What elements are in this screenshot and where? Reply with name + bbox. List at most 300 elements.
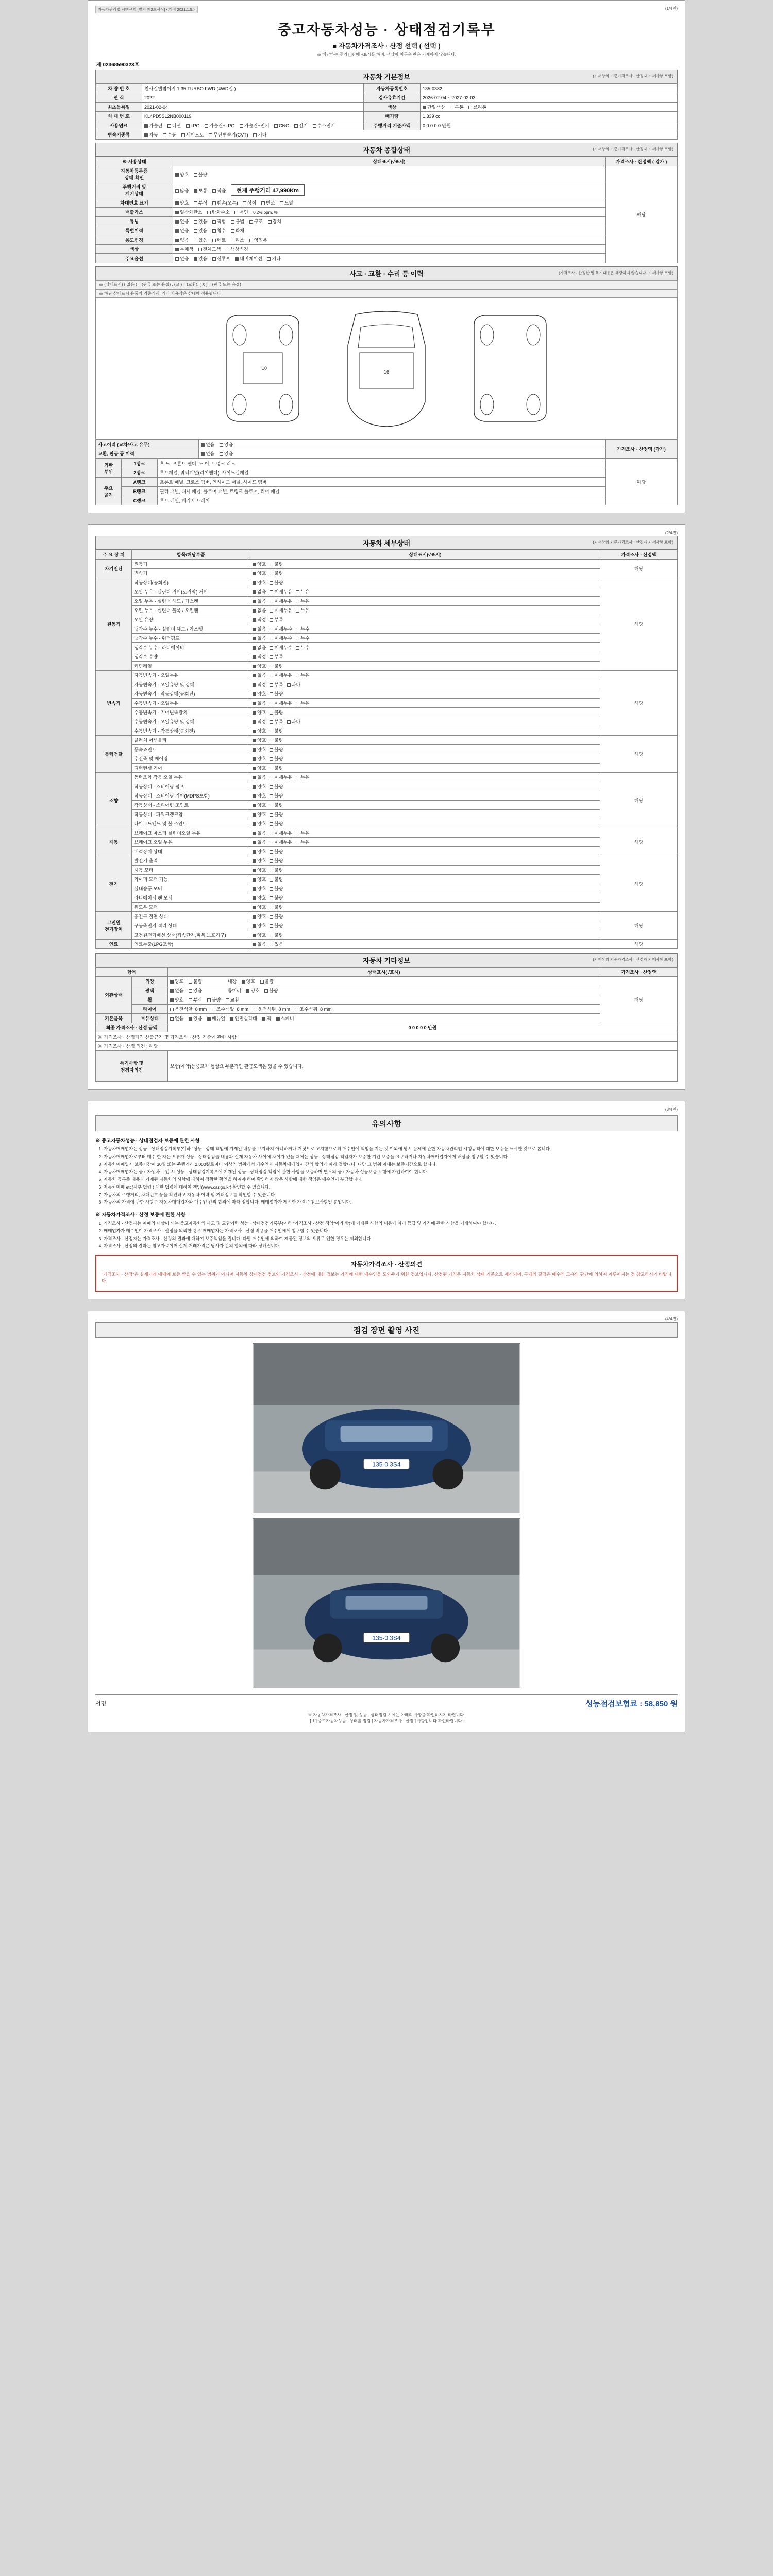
fuel-option-6[interactable]: 전기	[294, 122, 308, 129]
detail-opt-3-1-1[interactable]: 불량	[270, 746, 283, 753]
detail-item-state	[250, 717, 600, 726]
colorstate-opt-0[interactable]: 무채색	[175, 246, 193, 252]
detail-opt-2-3-1[interactable]: 미세누유	[270, 700, 292, 706]
value-first-reg: 2021-02-04	[142, 103, 364, 112]
detail-opt-2-1-0[interactable]: 적정	[253, 681, 266, 688]
detail-item-label: 구동축전지 격리 상태	[132, 921, 250, 930]
notice-item: 8. 자동차의 가격에 관한 사항은 자동차매매업자와 매수인 간의 합의에 따라 정합니다. 매매업자가 제시한 가격은 참고사항일 뿐입니다.	[104, 1199, 678, 1206]
section-detail-hint: (기재상의 기준가격조사 · 산정자 기재사항 포함)	[593, 540, 673, 545]
notice-title: 유의사항	[95, 1115, 678, 1131]
detail-group-price: 해당	[600, 560, 678, 578]
options-opt-0[interactable]: 없음	[175, 255, 189, 262]
detail-opt-4-0-0[interactable]: 없음	[253, 774, 266, 781]
etc-value-basic	[168, 1014, 600, 1023]
table-row	[96, 708, 678, 717]
table-row	[96, 773, 678, 782]
colorstate-opt-1[interactable]: 전체도색	[198, 246, 221, 252]
tuning-sub-1[interactable]: 불법	[231, 218, 244, 225]
detail-opt-7-1-1[interactable]: 불량	[270, 922, 283, 929]
detail-opt-7-0-1[interactable]: 불량	[270, 913, 283, 920]
detail-item-state	[250, 597, 600, 606]
label-reg-no: 자동차등록번호	[364, 84, 421, 93]
mileage-opt-2[interactable]: 적음	[212, 187, 226, 194]
fuel-option-0[interactable]: 가솔린	[144, 122, 162, 129]
detail-item-label: 원동기	[132, 560, 250, 569]
row-label-regcert: 자동차등록증 상태 확인	[96, 166, 173, 182]
rank-items-2: 프론트 패널, 크로스 멤버, 인사이드 패널, 사이드 멤버	[158, 478, 606, 487]
detail-opt-1-2-2[interactable]: 누유	[296, 598, 309, 604]
detail-opt-4-3-1[interactable]: 불량	[270, 802, 283, 808]
section-accident-header	[95, 266, 678, 280]
car-diagram-images	[99, 301, 674, 436]
options-sub-1[interactable]: 내비게이션	[235, 255, 262, 262]
etc-basic-opt-1[interactable]: 있음	[189, 1015, 202, 1022]
row-label-mileage: 주행거리 및 계기상태	[96, 182, 173, 198]
etc-ext-opt-1[interactable]: 불량	[189, 978, 202, 985]
rank-cat-exterior: 외판 부위	[96, 459, 122, 478]
section-detail-title: 자동차 세부상태	[363, 539, 410, 547]
detail-opt-0-1-1[interactable]: 불량	[270, 570, 283, 577]
etc-total-value: 0 0 0 0 0 만원	[168, 1023, 678, 1032]
detail-opt-2-2-1[interactable]: 불량	[270, 690, 283, 697]
detail-item-state	[250, 615, 600, 624]
notice-item: 2. 매매업자가 매수인이 가격조사 · 산정을 의뢰한 경우 매매업자는 가격조사 · 산정 비용을 매수인에게 청구할 수 있습니다.	[104, 1228, 678, 1234]
detail-item-state	[250, 643, 600, 652]
table-row	[96, 643, 678, 652]
detail-opt-7-2-1[interactable]: 불량	[270, 931, 283, 938]
detail-opt-3-2-1[interactable]: 불량	[270, 755, 283, 762]
row-label-usechange: 용도변경	[96, 235, 173, 245]
color-option-1[interactable]: 투톤	[450, 104, 463, 110]
detail-opt-2-1-1[interactable]: 부족	[270, 681, 283, 688]
accident-price-value: 해당	[606, 459, 678, 505]
row-value-tuning	[173, 217, 606, 226]
page-header-note	[95, 6, 678, 13]
detail-opt-3-3-0[interactable]: 양호	[253, 765, 266, 771]
detail-opt-4-1-0[interactable]: 양호	[253, 783, 266, 790]
special-opt-0[interactable]: 없음	[175, 227, 189, 234]
detail-opt-1-5-2[interactable]: 누수	[296, 625, 309, 632]
table-row	[96, 893, 678, 903]
options-opt-1[interactable]: 있음	[194, 255, 207, 262]
notice-list-2	[104, 1220, 678, 1249]
table-row	[96, 754, 678, 764]
etc-tire-rl[interactable]: 운전석뒤 8 mm	[254, 1006, 290, 1012]
fuel-option-7[interactable]: 수소전기	[313, 122, 335, 129]
regcert-opt-1[interactable]: 불량	[194, 171, 207, 178]
detail-opt-6-0-1[interactable]: 불량	[270, 857, 283, 864]
etc-total-label: 최종 가격조사 · 산정 금액	[96, 1023, 168, 1032]
special-sub-1[interactable]: 화재	[231, 227, 244, 234]
detail-opt-3-0-1[interactable]: 불량	[270, 737, 283, 743]
table-row	[96, 912, 678, 921]
detail-opt-4-2-0[interactable]: 양호	[253, 792, 266, 799]
detail-opt-1-6-2[interactable]: 누수	[296, 635, 309, 641]
etc-value-tire	[168, 1005, 600, 1014]
table-row	[96, 810, 678, 819]
detail-item-label: 실내송풍 모터	[132, 884, 250, 893]
detail-opt-0-0-1[interactable]: 불량	[270, 561, 283, 567]
detail-item-label: 자동변속기 - 오일누유	[132, 671, 250, 680]
detail-opt-1-2-1[interactable]: 미세누유	[270, 598, 292, 604]
detail-opt-5-1-1[interactable]: 미세누유	[270, 839, 292, 845]
detail-item-label: 수동변속기 - 기어변속장치	[132, 708, 250, 717]
detail-opt-7-0-0[interactable]: 양호	[253, 913, 266, 920]
value-mileage-std: 0 0 0 0 0 만원	[421, 121, 678, 130]
tuning-opt-0[interactable]: 없음	[175, 218, 189, 225]
detail-opt-6-2-1[interactable]: 불량	[270, 876, 283, 883]
page-4-number: (4/4면)	[665, 1316, 678, 1321]
accident-1-opt-1[interactable]: 있음	[220, 450, 233, 457]
tuning-sub-2[interactable]: 구조	[249, 218, 263, 225]
detail-item-label: 동력조향 작동 오일 누유	[132, 773, 250, 782]
etc-wheel-opt-3[interactable]: 교환	[226, 996, 239, 1003]
detail-opt-2-5-2[interactable]: 과다	[287, 718, 300, 725]
detail-item-state	[250, 838, 600, 847]
detail-opt-4-3-0[interactable]: 양호	[253, 802, 266, 808]
detail-opt-6-5-0[interactable]: 양호	[253, 904, 266, 910]
detail-col-2: 상태표시(√표시)	[250, 550, 600, 560]
detail-item-label: 자동변속기 - 작동상태(공회전)	[132, 689, 250, 699]
detail-opt-3-2-0[interactable]: 양호	[253, 755, 266, 762]
detail-item-label: 고전원전기배선 상태(접속단자,피복,보호기구)	[132, 930, 250, 940]
detail-item-state	[250, 708, 600, 717]
detail-opt-1-5-1[interactable]: 미세누수	[270, 625, 292, 632]
row-value-special	[173, 226, 606, 235]
detail-opt-1-6-0[interactable]: 없음	[253, 635, 266, 641]
table-row	[96, 940, 678, 949]
detail-opt-1-3-2[interactable]: 누유	[296, 607, 309, 614]
table-row	[96, 597, 678, 606]
detail-opt-6-2-0[interactable]: 양호	[253, 876, 266, 883]
etc-wheel-opt-0[interactable]: 양호	[170, 996, 183, 1003]
document-number: 제 02368590323호	[96, 62, 140, 68]
notice-item: 5. 자동차 등록증 내용과 기재된 자동차의 사항에 대하여 정확한 확인을 하여야 하며 확인하지 않은 사항에 대한 책임은 매수인이 부담합니다.	[104, 1176, 678, 1183]
detail-opt-1-7-1[interactable]: 미세누수	[270, 644, 292, 651]
table-row	[96, 587, 678, 597]
notice-section-2-title: ※ 자동차가격조사 · 산정 보증에 관한 사항	[95, 1212, 186, 1218]
photo-front-plate: 135-0 3S4	[372, 1461, 401, 1468]
notice-item: 6. 자동차매매 etc(세부 법령 ) 대한 법령에 대하여 책임(www.car.go.kr) 확인할 수 있습니다.	[104, 1184, 678, 1191]
photos-title: 점검 장면 촬영 사진	[95, 1322, 678, 1338]
detail-opt-5-0-1[interactable]: 미세누유	[270, 829, 292, 836]
detail-item-label: 충전구 절연 상태	[132, 912, 250, 921]
label-disp: 배기량	[364, 112, 421, 121]
etc-int-opt-1[interactable]: 불량	[260, 978, 274, 985]
section-basic-title: 자동차 기본정보	[363, 73, 410, 81]
detail-opt-2-6-1[interactable]: 불량	[270, 727, 283, 734]
color-option-0[interactable]: 단일색상	[423, 104, 445, 110]
detail-opt-1-5-0[interactable]: 없음	[253, 625, 266, 632]
detail-opt-4-0-1[interactable]: 미세누유	[270, 774, 292, 781]
table-row	[96, 764, 678, 773]
detail-opt-6-0-0[interactable]: 양호	[253, 857, 266, 864]
accident-sub-label-0: 사고이력 (교차/사고 유무)	[96, 440, 199, 449]
detail-group-label: 고전원 전기장치	[96, 912, 132, 940]
detail-item-label: 오일 누유 - 실린더 블록 / 오일팬	[132, 606, 250, 615]
signature-row	[95, 1694, 678, 1709]
notice-item: 3. 자동차매매업자 보증기간이 30일 또는 주행거리 2,000킬로미터 이상의 범위에서 매수인과 자동차매매업자 간의 합의에 따라 정합니다. 다만 그 범위 이내는 보증기간으로 합니다.	[104, 1161, 678, 1168]
table-row	[96, 930, 678, 940]
detail-opt-1-1-1[interactable]: 미세누유	[270, 588, 292, 595]
etc-value-exterior	[168, 977, 600, 986]
etc-int-opt-0[interactable]: 양호	[242, 978, 255, 985]
section-etc-title: 자동차 기타정보	[363, 957, 410, 964]
table-row	[96, 875, 678, 884]
photo-front-svg	[253, 1344, 520, 1513]
etc-note-1: ※ 가격조사 · 산정가격 산출근거 및 가격조사 · 산정 기준에 관한 사항	[96, 1032, 678, 1042]
accident-0-opt-1[interactable]: 있음	[220, 441, 233, 448]
detail-opt-2-6-0[interactable]: 양호	[253, 727, 266, 734]
detail-opt-5-1-0[interactable]: 없음	[253, 839, 266, 845]
detail-opt-7-1-0[interactable]: 양호	[253, 922, 266, 929]
detail-item-state	[250, 680, 600, 689]
detail-opt-1-6-1[interactable]: 미세누수	[270, 635, 292, 641]
basic-info-table	[95, 83, 678, 140]
tuning-sub-3[interactable]: 장치	[268, 218, 281, 225]
fuel-option-4[interactable]: 가솔린+전기	[240, 122, 270, 129]
detail-opt-5-0-2[interactable]: 누유	[296, 829, 309, 836]
detail-opt-4-4-0[interactable]: 양호	[253, 811, 266, 818]
detail-opt-0-1-0[interactable]: 양호	[253, 570, 266, 577]
tuning-sub-0[interactable]: 적법	[212, 218, 226, 225]
vinmark-opt-0[interactable]: 양호	[175, 199, 189, 206]
value-year: 2022	[142, 93, 364, 103]
overall-col-price: 가격조사 · 산정액 ( 감가 )	[606, 157, 678, 166]
detail-opt-1-8-0[interactable]: 적정	[253, 653, 266, 660]
detail-opt-8-0-0[interactable]: 없음	[253, 941, 266, 947]
detail-item-state	[250, 764, 600, 773]
notice-list-1	[104, 1146, 678, 1206]
gear-option-4[interactable]: 기타	[253, 131, 266, 138]
detail-opt-6-4-0[interactable]: 양호	[253, 894, 266, 901]
notice-item: 7. 자동차의 주행거리, 차대번호 등을 확인하고 자동차 이력 및 거래정보를 확인할 수 있습니다.	[104, 1192, 678, 1198]
detail-item-label: 오일 유량	[132, 615, 250, 624]
detail-opt-1-3-0[interactable]: 없음	[253, 607, 266, 614]
etc-item-exterior: 외장	[132, 977, 168, 986]
usechange-sub-2[interactable]: 영업용	[249, 236, 267, 243]
table-row	[96, 847, 678, 856]
section-basic-header	[95, 70, 678, 83]
rank-label-1: 2랭크	[122, 468, 158, 478]
detail-opt-6-1-1[interactable]: 불량	[270, 867, 283, 873]
mileage-opt-1[interactable]: 보통	[194, 187, 207, 194]
etc-basic-sub-0[interactable]: 매뉴얼	[207, 1015, 225, 1022]
detail-opt-6-3-1[interactable]: 불량	[270, 885, 283, 892]
usechange-sub-0[interactable]: 렌트	[212, 236, 226, 243]
detail-opt-2-4-1[interactable]: 불량	[270, 709, 283, 716]
accident-sub-label-1: 교환, 판금 등 이력	[96, 449, 199, 459]
detail-opt-5-2-0[interactable]: 양호	[253, 848, 266, 855]
label-vin: 차 대 번 호	[96, 112, 142, 121]
mileage-opt-0[interactable]: 많음	[175, 187, 189, 194]
etc-tire-fr[interactable]: 조수석앞 8 mm	[212, 1006, 248, 1012]
detail-opt-2-5-0[interactable]: 적정	[253, 718, 266, 725]
detail-opt-2-1-2[interactable]: 과다	[287, 681, 300, 688]
vinmark-opt-4[interactable]: 변조	[261, 199, 275, 206]
detail-opt-4-4-1[interactable]: 불량	[270, 811, 283, 818]
color-option-2[interactable]: 쓰리톤	[468, 104, 486, 110]
detail-opt-2-5-1[interactable]: 부족	[270, 718, 283, 725]
gear-option-1[interactable]: 수동	[163, 131, 176, 138]
usechange-opt-0[interactable]: 없음	[175, 236, 189, 243]
detail-opt-1-4-1[interactable]: 부족	[270, 616, 283, 623]
detail-opt-1-4-0[interactable]: 적정	[253, 616, 266, 623]
etc-basic-sub-3[interactable]: 스패너	[276, 1015, 294, 1022]
accident-history-table	[95, 439, 678, 459]
etc-basic-sub-2[interactable]: 잭	[262, 1015, 271, 1022]
etc-mirror-opt-0[interactable]: 양호	[246, 987, 259, 994]
page-2-header-note	[95, 530, 678, 536]
fuel-option-5[interactable]: CNG	[274, 123, 289, 128]
notice-item: 1. 가격조사 · 산정자는 매매의 대상이 되는 중고자동차의 사고 및 교환이력 성능 · 상태점검기록부(이하 "가격조사 · 산정 책임"이라 함)에 기재된 사항의 내용에 따라 등급 및 가격에 관한 사항을 기재하여야 합니다.	[104, 1220, 678, 1227]
detail-opt-5-0-0[interactable]: 없음	[253, 829, 266, 836]
detail-opt-2-0-1[interactable]: 미세누유	[270, 672, 292, 679]
detail-opt-5-1-2[interactable]: 누유	[296, 839, 309, 845]
row-value-emission	[173, 208, 606, 217]
accident-1-opt-0[interactable]: 없음	[201, 450, 214, 457]
detail-opt-6-5-1[interactable]: 불량	[270, 904, 283, 910]
rank-label-4: C랭크	[122, 496, 158, 505]
detail-item-state	[250, 726, 600, 736]
row-value-vin-mark	[173, 198, 606, 208]
detail-opt-3-0-0[interactable]: 양호	[253, 737, 266, 743]
fuel-option-3[interactable]: 가솔린+LPG	[205, 122, 234, 129]
etc-ext-opt-0[interactable]: 양호	[170, 978, 183, 985]
etc-tire-rr[interactable]: 조수석뒤 8 mm	[295, 1006, 331, 1012]
detail-item-state	[250, 866, 600, 875]
regcert-opt-0[interactable]: 양호	[175, 171, 189, 178]
detail-opt-1-1-0[interactable]: 없음	[253, 588, 266, 595]
detail-opt-1-8-1[interactable]: 부족	[270, 653, 283, 660]
detail-opt-2-0-2[interactable]: 누유	[296, 672, 309, 679]
detail-opt-3-3-1[interactable]: 불량	[270, 765, 283, 771]
detail-item-state	[250, 736, 600, 745]
detail-opt-4-1-1[interactable]: 불량	[270, 783, 283, 790]
detail-opt-1-0-0[interactable]: 양호	[253, 579, 266, 586]
detail-item-label: 디퍼렌셜 기어	[132, 764, 250, 773]
gear-option-3[interactable]: 무단변속기(CVT)	[209, 131, 248, 138]
accident-rank-table	[95, 459, 678, 505]
detail-opt-6-1-0[interactable]: 양호	[253, 867, 266, 873]
detail-opt-1-7-2[interactable]: 누수	[296, 644, 309, 651]
gear-option-2[interactable]: 세미오토	[181, 131, 204, 138]
detail-opt-5-2-1[interactable]: 불량	[270, 848, 283, 855]
photo-front	[253, 1343, 520, 1513]
table-row	[96, 689, 678, 699]
table-row	[96, 801, 678, 810]
detail-opt-4-5-0[interactable]: 양호	[253, 820, 266, 827]
etc-polish-opt-1[interactable]: 있음	[189, 987, 202, 994]
detail-opt-6-3-0[interactable]: 양호	[253, 885, 266, 892]
special-sub-0[interactable]: 침수	[212, 227, 226, 234]
row-value-colorstate	[173, 245, 606, 254]
detail-item-label: 수동변속기 - 오일누유	[132, 699, 250, 708]
table-row	[96, 736, 678, 745]
usechange-sub-1[interactable]: 리스	[231, 236, 244, 243]
overall-state-table	[95, 157, 678, 263]
overall-col-state: 상태표시(√표시)	[173, 157, 606, 166]
gear-option-0[interactable]: 자동	[144, 131, 158, 138]
photo-gallery	[95, 1343, 678, 1688]
options-sub-0[interactable]: 선루프	[212, 255, 230, 262]
etc-col-0: 항목	[96, 968, 168, 977]
page-number: (1/4면)	[665, 6, 678, 11]
detail-item-label: 연료누출(LPG포함)	[132, 940, 250, 949]
etc-wheel-opt-1[interactable]: 부식	[189, 996, 202, 1003]
etc-tire-fl[interactable]: 운전석앞 8 mm	[170, 1006, 207, 1012]
etc-basic-opt-0[interactable]: 없음	[170, 1015, 183, 1022]
detail-item-state	[250, 689, 600, 699]
etc-basic-sub-1[interactable]: 안전삼각대	[230, 1015, 257, 1022]
accident-0-opt-0[interactable]: 없음	[201, 441, 214, 448]
fuel-option-2[interactable]: LPG	[186, 123, 200, 128]
detail-opt-4-0-2[interactable]: 누유	[296, 774, 309, 781]
detail-opt-2-3-2[interactable]: 누유	[296, 700, 309, 706]
vinmark-opt-1[interactable]: 부식	[194, 199, 207, 206]
detail-opt-1-1-2[interactable]: 누유	[296, 588, 309, 595]
detail-opt-7-2-0[interactable]: 양호	[253, 931, 266, 938]
table-row	[96, 606, 678, 615]
detail-opt-1-2-0[interactable]: 없음	[253, 598, 266, 604]
vinmark-opt-5[interactable]: 도말	[280, 199, 293, 206]
section-etc-header	[95, 953, 678, 967]
detail-opt-3-1-0[interactable]: 양호	[253, 746, 266, 753]
detail-opt-1-3-1[interactable]: 미세누유	[270, 607, 292, 614]
detail-opt-2-2-0[interactable]: 양호	[253, 690, 266, 697]
emission-opt-0[interactable]: 일산화탄소	[175, 209, 202, 215]
options-sub-2[interactable]: 기타	[267, 255, 280, 262]
detail-opt-6-4-1[interactable]: 불량	[270, 894, 283, 901]
emission-opt-2[interactable]: 매연	[234, 209, 248, 215]
usechange-opt-1[interactable]: 있음	[194, 236, 207, 243]
detail-opt-1-9-1[interactable]: 불량	[270, 663, 283, 669]
detail-opt-2-0-0[interactable]: 없음	[253, 672, 266, 679]
svg-text:16: 16	[384, 369, 390, 375]
tuning-opt-1[interactable]: 있음	[194, 218, 207, 225]
fuel-option-1[interactable]: 디젤	[167, 122, 181, 129]
colorstate-opt-2[interactable]: 색상변경	[226, 246, 248, 252]
emission-opt-1[interactable]: 탄화수소	[207, 209, 230, 215]
detail-opt-2-4-0[interactable]: 양호	[253, 709, 266, 716]
detail-opt-4-2-1[interactable]: 불량	[270, 792, 283, 799]
detail-opt-1-0-1[interactable]: 불량	[270, 579, 283, 586]
etc-mirror-opt-1[interactable]: 불량	[264, 987, 278, 994]
detail-item-label: 수동변속기 - 작동상태(공회전)	[132, 726, 250, 736]
detail-opt-1-9-0[interactable]: 양호	[253, 663, 266, 669]
detail-opt-2-3-0[interactable]: 없음	[253, 700, 266, 706]
etc-table	[95, 967, 678, 1082]
detail-opt-1-7-0[interactable]: 없음	[253, 644, 266, 651]
detail-item-state	[250, 875, 600, 884]
detail-opt-0-0-0[interactable]: 양호	[253, 561, 266, 567]
detail-opt-8-0-1[interactable]: 있음	[270, 941, 283, 947]
table-row	[96, 699, 678, 708]
label-gear: 변속기종류	[96, 130, 142, 140]
etc-wheel-opt-2[interactable]: 불량	[207, 996, 221, 1003]
label-year: 연 식	[96, 93, 142, 103]
vinmark-opt-3[interactable]: 상이	[243, 199, 256, 206]
detail-opt-4-5-1[interactable]: 불량	[270, 820, 283, 827]
detail-item-state	[250, 662, 600, 671]
etc-cat-basic: 기본품목	[96, 1014, 132, 1023]
special-opt-1[interactable]: 있음	[194, 227, 207, 234]
table-row	[96, 652, 678, 662]
etc-polish-opt-0[interactable]: 없음	[170, 987, 183, 994]
table-row	[96, 884, 678, 893]
vinmark-opt-2[interactable]: 훼손(오손)	[212, 199, 238, 206]
accident-price-header: 가격조사 · 산정액 (감가)	[606, 440, 678, 459]
